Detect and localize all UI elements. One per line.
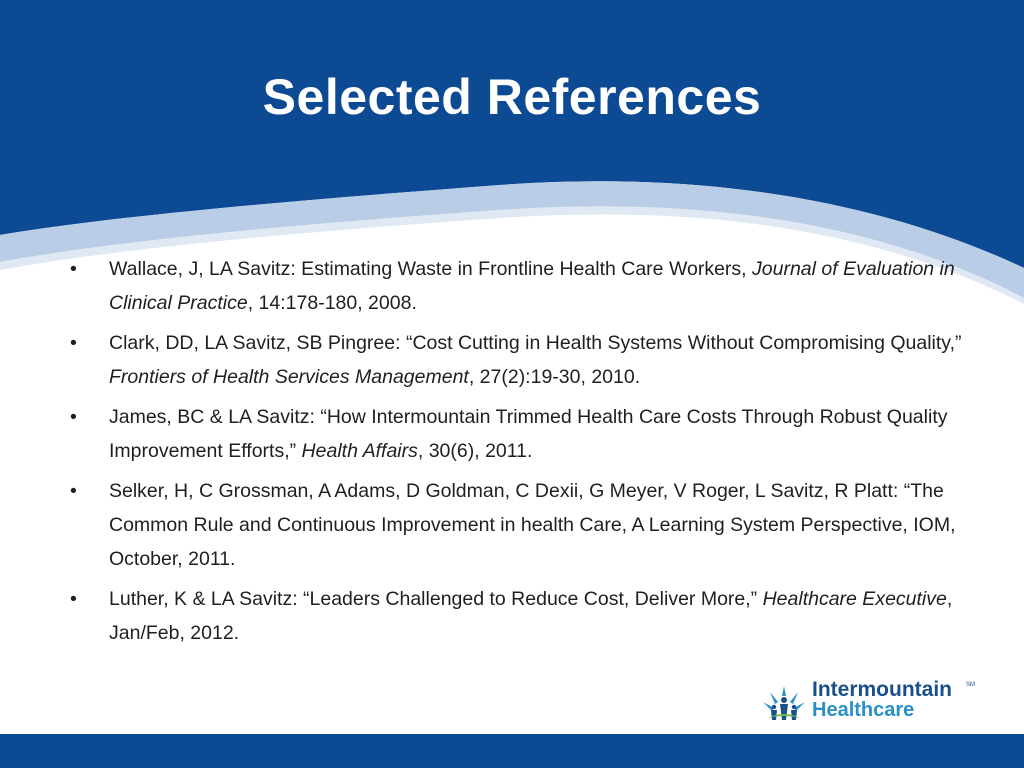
intermountain-logo-icon — [760, 680, 808, 724]
reference-item: • James, BC & LA Savitz: “How Intermountain Trimmed Health Care Costs Through Robust Quality Improvement Efforts,” Health Affairs, 30(6), 2011. — [62, 400, 962, 468]
reference-item: • Selker, H, C Grossman, A Adams, D Goldman, C Dexii, G Meyer, V Roger, L Savitz, R Platt: “The Common Rule and Continuous Improvement in health Care, A Learning System Perspective, IOM, October, 2011. — [62, 474, 962, 576]
intermountain-logo — [760, 680, 980, 724]
reference-item: • Clark, DD, LA Savitz, SB Pingree: “Cost Cutting in Health Systems Without Compromising Quality,” Frontiers of Health Services Management, 27(2):19-30, 2010. — [62, 326, 962, 394]
bullet-icon: • — [70, 258, 77, 280]
bullet-icon: • — [70, 480, 77, 502]
bullet-icon: • — [70, 332, 77, 354]
slide-title: Selected References — [262, 69, 762, 125]
bullet-icon: • — [70, 588, 77, 610]
reference-item: • Luther, K & LA Savitz: “Leaders Challenged to Reduce Cost, Deliver More,” Healthcare Executive, Jan/Feb, 2012. — [62, 582, 962, 650]
logo-wordmark-line2: Healthcare — [812, 699, 915, 721]
logo-wordmark-line1: Intermountain — [812, 678, 952, 701]
reference-item: • Wallace, J, LA Savitz: Estimating Waste in Frontline Health Care Workers, Journal of Evaluation in Clinical Practice, 14:178-180, 2008. — [62, 252, 962, 320]
service-mark: SM — [966, 682, 975, 688]
footer-band — [0, 734, 1024, 768]
reference-list — [62, 252, 962, 656]
bullet-icon: • — [70, 406, 77, 428]
